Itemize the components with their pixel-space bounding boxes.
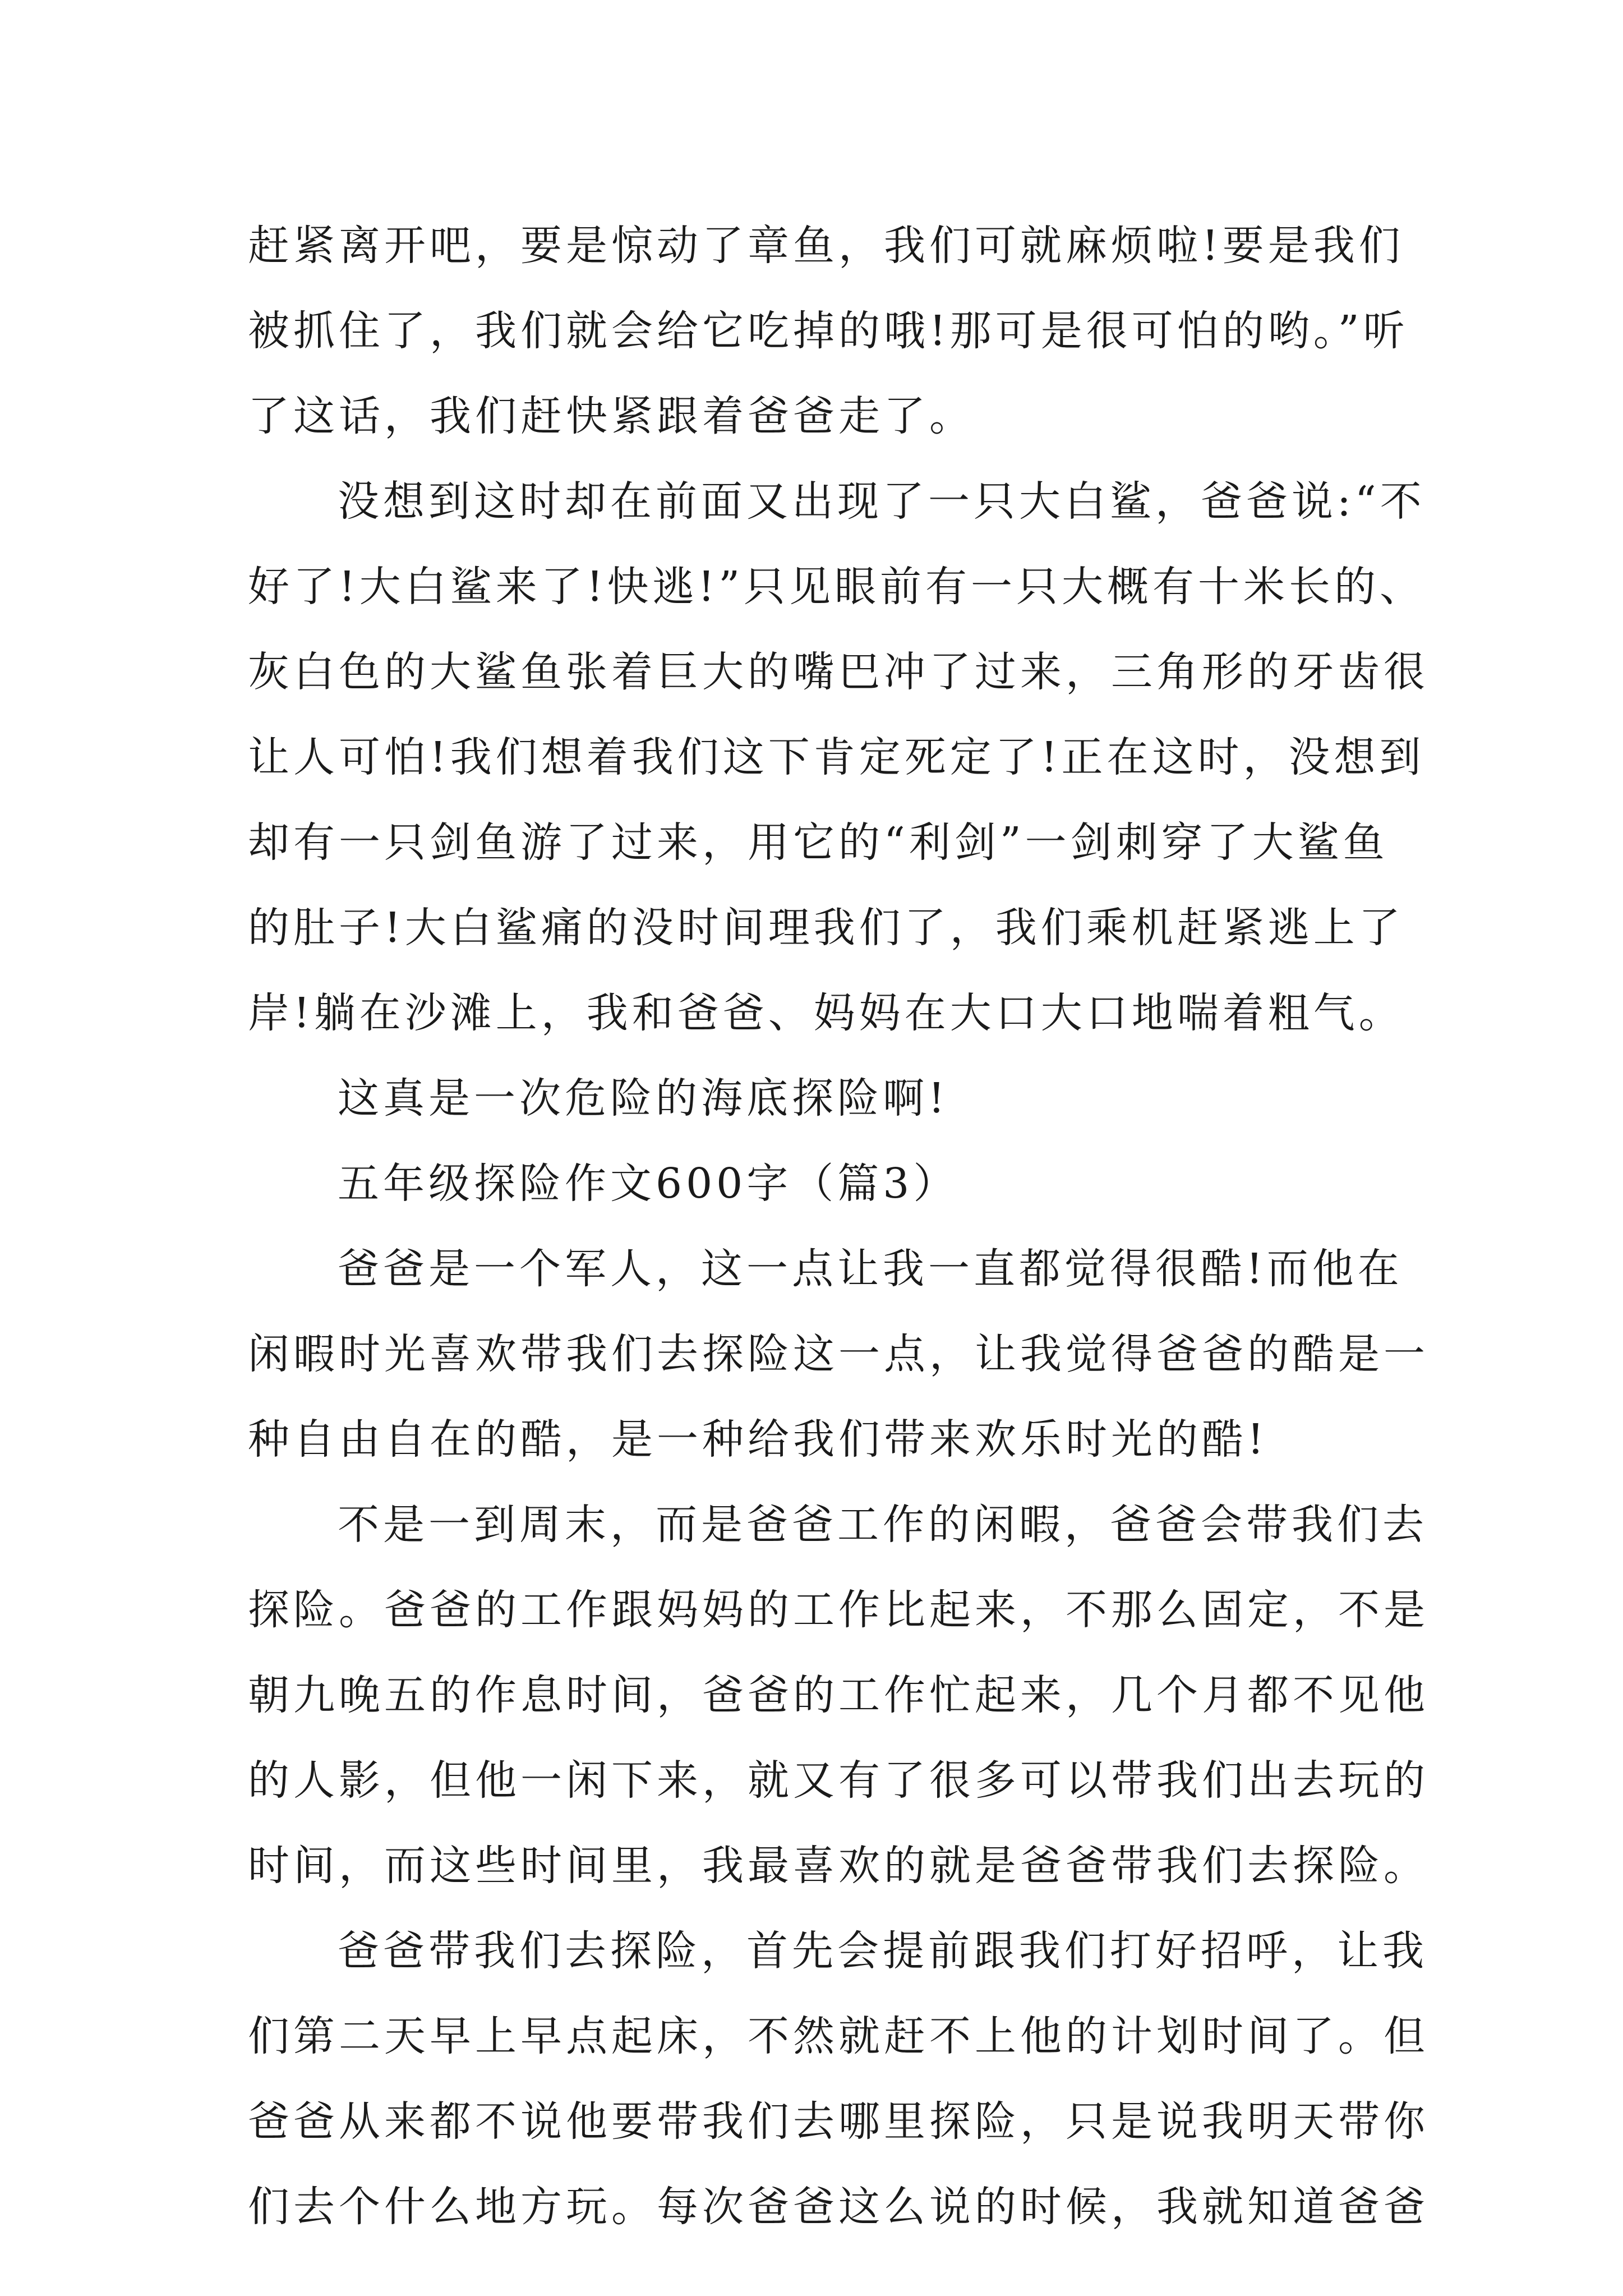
- text-line: 的人影，但他一闲下来，就又有了很多可以带我们出去玩的: [248, 1756, 1429, 1805]
- text-line: 种自由自在的酷，是一种给我们带来欢乐时光的酷!: [248, 1415, 1268, 1464]
- section-heading: 五年级探险作文600字（篇3）: [338, 1159, 959, 1208]
- text-line: 这真是一次危险的海底探险啊!: [338, 1074, 949, 1122]
- text-line: 没想到这时却在前面又出现了一只大白鲨，爸爸说:“不: [338, 477, 1426, 526]
- text-line: 朝九晚五的作息时间，爸爸的工作忙起来，几个月都不见他: [248, 1671, 1429, 1719]
- text-line: 探险。爸爸的工作跟妈妈的工作比起来，不那么固定，不是: [248, 1586, 1429, 1634]
- text-line: 闲暇时光喜欢带我们去探险这一点，让我觉得爸爸的酷是一: [248, 1330, 1429, 1378]
- text-line: 让人可怕!我们想着我们这下肯定死定了!正在这时，没想到: [248, 733, 1425, 781]
- text-line: 们去个什么地方玩。每次爸爸这么说的时候，我就知道爸爸: [248, 2183, 1429, 2231]
- text-line: 好了!大白鲨来了!快逃!”只见眼前有一只大概有十米长的、: [248, 563, 1426, 611]
- text-line: 的肚子!大白鲨痛的没时间理我们了，我们乘机赶紧逃上了: [248, 904, 1404, 952]
- text-line: 爸爸带我们去探险，首先会提前跟我们打好招呼，让我: [338, 1927, 1428, 1975]
- text-line: 赶紧离开吧，要是惊动了章鱼，我们可就麻烦啦!要是我们: [248, 222, 1404, 270]
- text-line: 却有一只剑鱼游了过来，用它的“利剑”一剑刺穿了大鲨鱼: [248, 818, 1389, 867]
- text-line: 时间，而这些时间里，我最喜欢的就是爸爸带我们去探险。: [248, 1842, 1429, 1890]
- text-line: 不是一到周末，而是爸爸工作的闲暇，爸爸会带我们去: [338, 1501, 1428, 1549]
- text-line: 爸爸是一个军人，这一点让我一直都觉得很酷!而他在: [338, 1245, 1403, 1293]
- text-line: 灰白色的大鲨鱼张着巨大的嘴巴冲了过来，三角形的牙齿很: [248, 648, 1429, 696]
- text-line: 爸爸从来都不说他要带我们去哪里探险，只是说我明天带你: [248, 2097, 1429, 2146]
- text-line: 了这话，我们赶快紧跟着爸爸走了。: [248, 392, 975, 440]
- text-line: 岸!躺在沙滩上，我和爸爸、妈妈在大口大口地喘着粗气。: [248, 989, 1404, 1037]
- text-line: 们第二天早上早点起床，不然就赶不上他的计划时间了。但: [248, 2012, 1429, 2060]
- text-line: 被抓住了，我们就会给它吃掉的哦!那可是很可怕的哟。”听: [248, 307, 1409, 355]
